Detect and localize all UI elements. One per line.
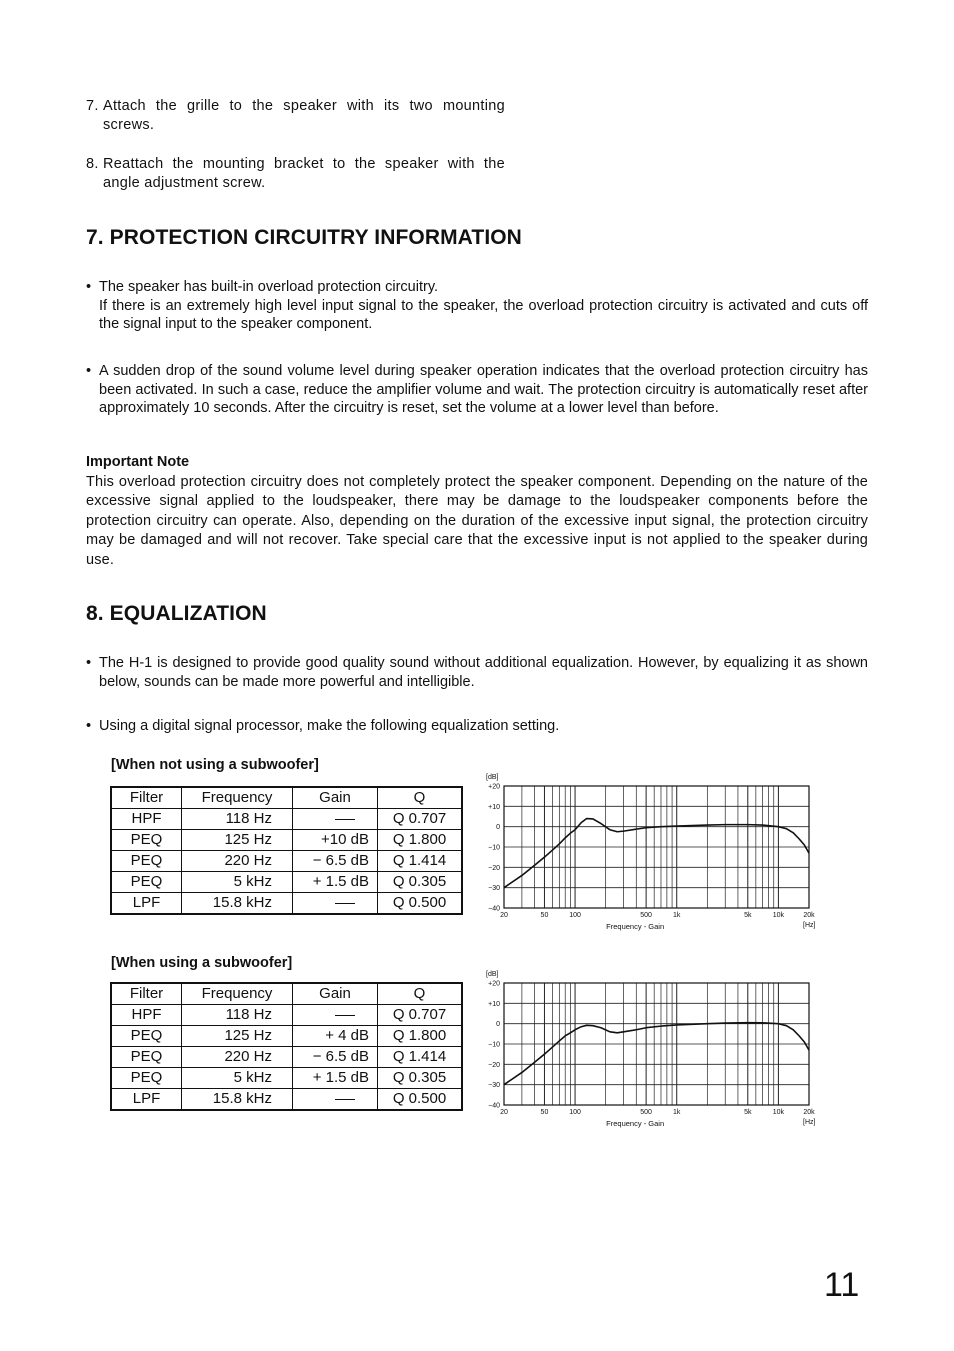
x-tick-label: 20 — [500, 1109, 508, 1116]
y-tick-label: +20 — [488, 980, 500, 988]
table-cell: 125 Hz — [182, 1026, 293, 1047]
step-8 — [86, 155, 506, 195]
table-cell: 118 Hz — [182, 1005, 293, 1026]
bullet-text: The H-1 is designed to provide good quality sound without additional equalization. However, by equalizing it as shown below, sounds can be made more powerful and intelligible. — [99, 655, 868, 690]
table-cell: + 1.5 dB — [293, 1068, 378, 1089]
table-cell: LPF — [111, 893, 182, 915]
bullet-item — [86, 362, 868, 438]
table-header-row — [111, 787, 462, 809]
dash-icon — [335, 903, 355, 904]
table-header-cell: Filter — [111, 983, 182, 1005]
x-tick-label: 5k — [744, 912, 752, 919]
y-tick-label: −30 — [488, 1082, 500, 1090]
table-cell: Q 0.707 — [378, 809, 463, 830]
table-row — [111, 1068, 462, 1089]
important-note-title: Important Note — [86, 454, 190, 470]
table-cell: Q 0.500 — [378, 893, 463, 915]
table-cell: − 6.5 dB — [293, 1047, 378, 1068]
step-text: Reattach the mounting bracket to the speaker with the angle adjustment screw. — [103, 156, 505, 191]
y-tick-label: +20 — [488, 783, 500, 791]
table-row — [111, 1047, 462, 1068]
response-curve — [504, 819, 809, 888]
x-tick-label: 20 — [500, 912, 508, 919]
table-cell: PEQ — [111, 1068, 182, 1089]
table-cell: Q 0.500 — [378, 1089, 463, 1111]
x-tick-label: 1k — [673, 1109, 681, 1116]
table-cell: − 6.5 dB — [293, 851, 378, 872]
dash-icon — [335, 1015, 355, 1016]
table-cell: Q 0.707 — [378, 1005, 463, 1026]
table-header-cell: Frequency — [182, 983, 293, 1005]
x-tick-label: 500 — [640, 1109, 652, 1116]
response-curve — [504, 1023, 809, 1085]
table-cell: 220 Hz — [182, 1047, 293, 1068]
table-row — [111, 851, 462, 872]
table-cell — [293, 893, 378, 915]
table-cell: 5 kHz — [182, 1068, 293, 1089]
x-tick-label: 20k — [803, 912, 815, 919]
table-cell: Q 1.800 — [378, 1026, 463, 1047]
page-number: 11 — [824, 1266, 860, 1304]
table-cell: 220 Hz — [182, 851, 293, 872]
step-number: 8. — [86, 156, 99, 172]
y-tick-label: 0 — [496, 824, 500, 832]
table-row — [111, 830, 462, 851]
bullet-item — [86, 717, 868, 737]
dash-icon — [335, 1099, 355, 1100]
table-cell: Q 1.800 — [378, 830, 463, 851]
table-subtitle-with-subwoofer: [When using a subwoofer] — [111, 955, 293, 971]
table-header-cell: Frequency — [182, 787, 293, 809]
step-number: 7. — [86, 98, 99, 114]
y-tick-label: −40 — [488, 1102, 500, 1110]
eq-table-no-subwoofer — [110, 786, 463, 915]
x-tick-label: 20k — [803, 1109, 815, 1116]
step-text: Attach the grille to the speaker with its two mounting screws. — [103, 98, 505, 133]
dash-icon — [335, 819, 355, 820]
y-tick-label: −20 — [488, 864, 500, 872]
table-row — [111, 893, 462, 915]
bullet-item — [86, 278, 868, 336]
bullet-icon: • — [86, 718, 92, 734]
table-header-row — [111, 983, 462, 1005]
x-tick-label: 50 — [540, 1109, 549, 1116]
x-tick-label: 5k — [744, 1109, 752, 1116]
table-header-cell: Q — [378, 983, 463, 1005]
bullet-item — [86, 654, 868, 694]
table-cell: +10 dB — [293, 830, 378, 851]
table-cell — [293, 1089, 378, 1111]
x-tick-label: 100 — [569, 1109, 581, 1116]
table-header-cell: Gain — [293, 787, 378, 809]
x-tick-label: 10k — [772, 912, 785, 919]
x-unit-label: [Hz] — [803, 1119, 816, 1126]
table-cell: 125 Hz — [182, 830, 293, 851]
section-title-protection: 7. PROTECTION CIRCUITRY INFORMATION — [86, 226, 522, 249]
bullet-icon: • — [86, 363, 92, 379]
bullet-text: The speaker has built-in overload protection circuitry. — [99, 279, 439, 295]
table-row — [111, 1005, 462, 1026]
y-tick-label: +10 — [488, 1000, 500, 1008]
x-tick-label: 1k — [673, 912, 681, 919]
x-tick-label: 10k — [772, 1109, 785, 1116]
table-cell: PEQ — [111, 830, 182, 851]
step-7 — [86, 97, 506, 137]
table-header-cell: Gain — [293, 983, 378, 1005]
y-tick-label: −20 — [488, 1061, 500, 1069]
x-axis-label: Frequency - Gain — [606, 922, 665, 931]
bullet-text: If there is an extremely high level input signal to the speaker, the overload protection circuitry is activated and cuts off the signal input to the speaker component. — [99, 297, 868, 332]
bullet-text: Using a digital signal processor, make the following equalization setting. — [99, 718, 560, 734]
table-cell: Q 0.305 — [378, 1068, 463, 1089]
bullet-icon: • — [86, 279, 92, 295]
frequency-response-chart-with-subwoofer — [478, 967, 828, 1132]
table-cell: Q 1.414 — [378, 851, 463, 872]
y-tick-label: −30 — [488, 885, 500, 893]
table-cell: PEQ — [111, 872, 182, 893]
table-cell: PEQ — [111, 1026, 182, 1047]
table-cell: Q 0.305 — [378, 872, 463, 893]
table-row — [111, 1026, 462, 1047]
table-header-cell: Filter — [111, 787, 182, 809]
table-cell — [293, 809, 378, 830]
y-tick-label: −10 — [488, 844, 500, 852]
important-note-body: This overload protection circuitry does not completely protect the speaker component. Depending on the nature of the excessive signal applied to the loudspeaker, there may be damage to the loudspeaker components before the protection circuitry can operate. Also, depending on the duration of the excessive input signal, the protection circuitry may be damaged and will not recover. Take special care that the excessive input is not applied to the speaker during use. — [86, 474, 868, 568]
bullet-icon: • — [86, 655, 92, 671]
x-tick-label: 50 — [540, 912, 549, 919]
bullet-text: A sudden drop of the sound volume level during speaker operation indicates that the overload protection circuitry has been activated. In such a case, reduce the amplifier volume and wait. The protection circuitry is automatically reset after approximately 10 seconds. After the circuitry is reset, set the volume at a lower level than before. — [99, 363, 868, 416]
table-subtitle-no-subwoofer: [When not using a subwoofer] — [111, 757, 319, 773]
table-cell: PEQ — [111, 1047, 182, 1068]
table-cell: 5 kHz — [182, 872, 293, 893]
y-tick-label: +10 — [488, 803, 500, 811]
table-header-cell: Q — [378, 787, 463, 809]
table-row — [111, 809, 462, 830]
frequency-response-chart-no-subwoofer — [478, 770, 828, 935]
section-title-equalization: 8. EQUALIZATION — [86, 602, 267, 625]
x-axis-label: Frequency - Gain — [606, 1119, 665, 1128]
table-cell — [293, 1005, 378, 1026]
y-tick-label: −40 — [488, 905, 500, 913]
table-cell: PEQ — [111, 851, 182, 872]
table-cell: Q 1.414 — [378, 1047, 463, 1068]
y-unit-label: [dB] — [486, 774, 499, 781]
x-unit-label: [Hz] — [803, 922, 816, 929]
table-cell: + 4 dB — [293, 1026, 378, 1047]
y-tick-label: −10 — [488, 1041, 500, 1049]
table-cell: HPF — [111, 809, 182, 830]
table-cell: LPF — [111, 1089, 182, 1111]
table-cell: 118 Hz — [182, 809, 293, 830]
table-row — [111, 1089, 462, 1111]
x-tick-label: 500 — [640, 912, 652, 919]
table-cell: 15.8 kHz — [182, 893, 293, 915]
y-tick-label: 0 — [496, 1021, 500, 1029]
table-cell: 15.8 kHz — [182, 1089, 293, 1111]
eq-table-with-subwoofer — [110, 982, 463, 1111]
table-cell: + 1.5 dB — [293, 872, 378, 893]
x-tick-label: 100 — [569, 912, 581, 919]
y-unit-label: [dB] — [486, 971, 499, 978]
table-cell: HPF — [111, 1005, 182, 1026]
table-row — [111, 872, 462, 893]
